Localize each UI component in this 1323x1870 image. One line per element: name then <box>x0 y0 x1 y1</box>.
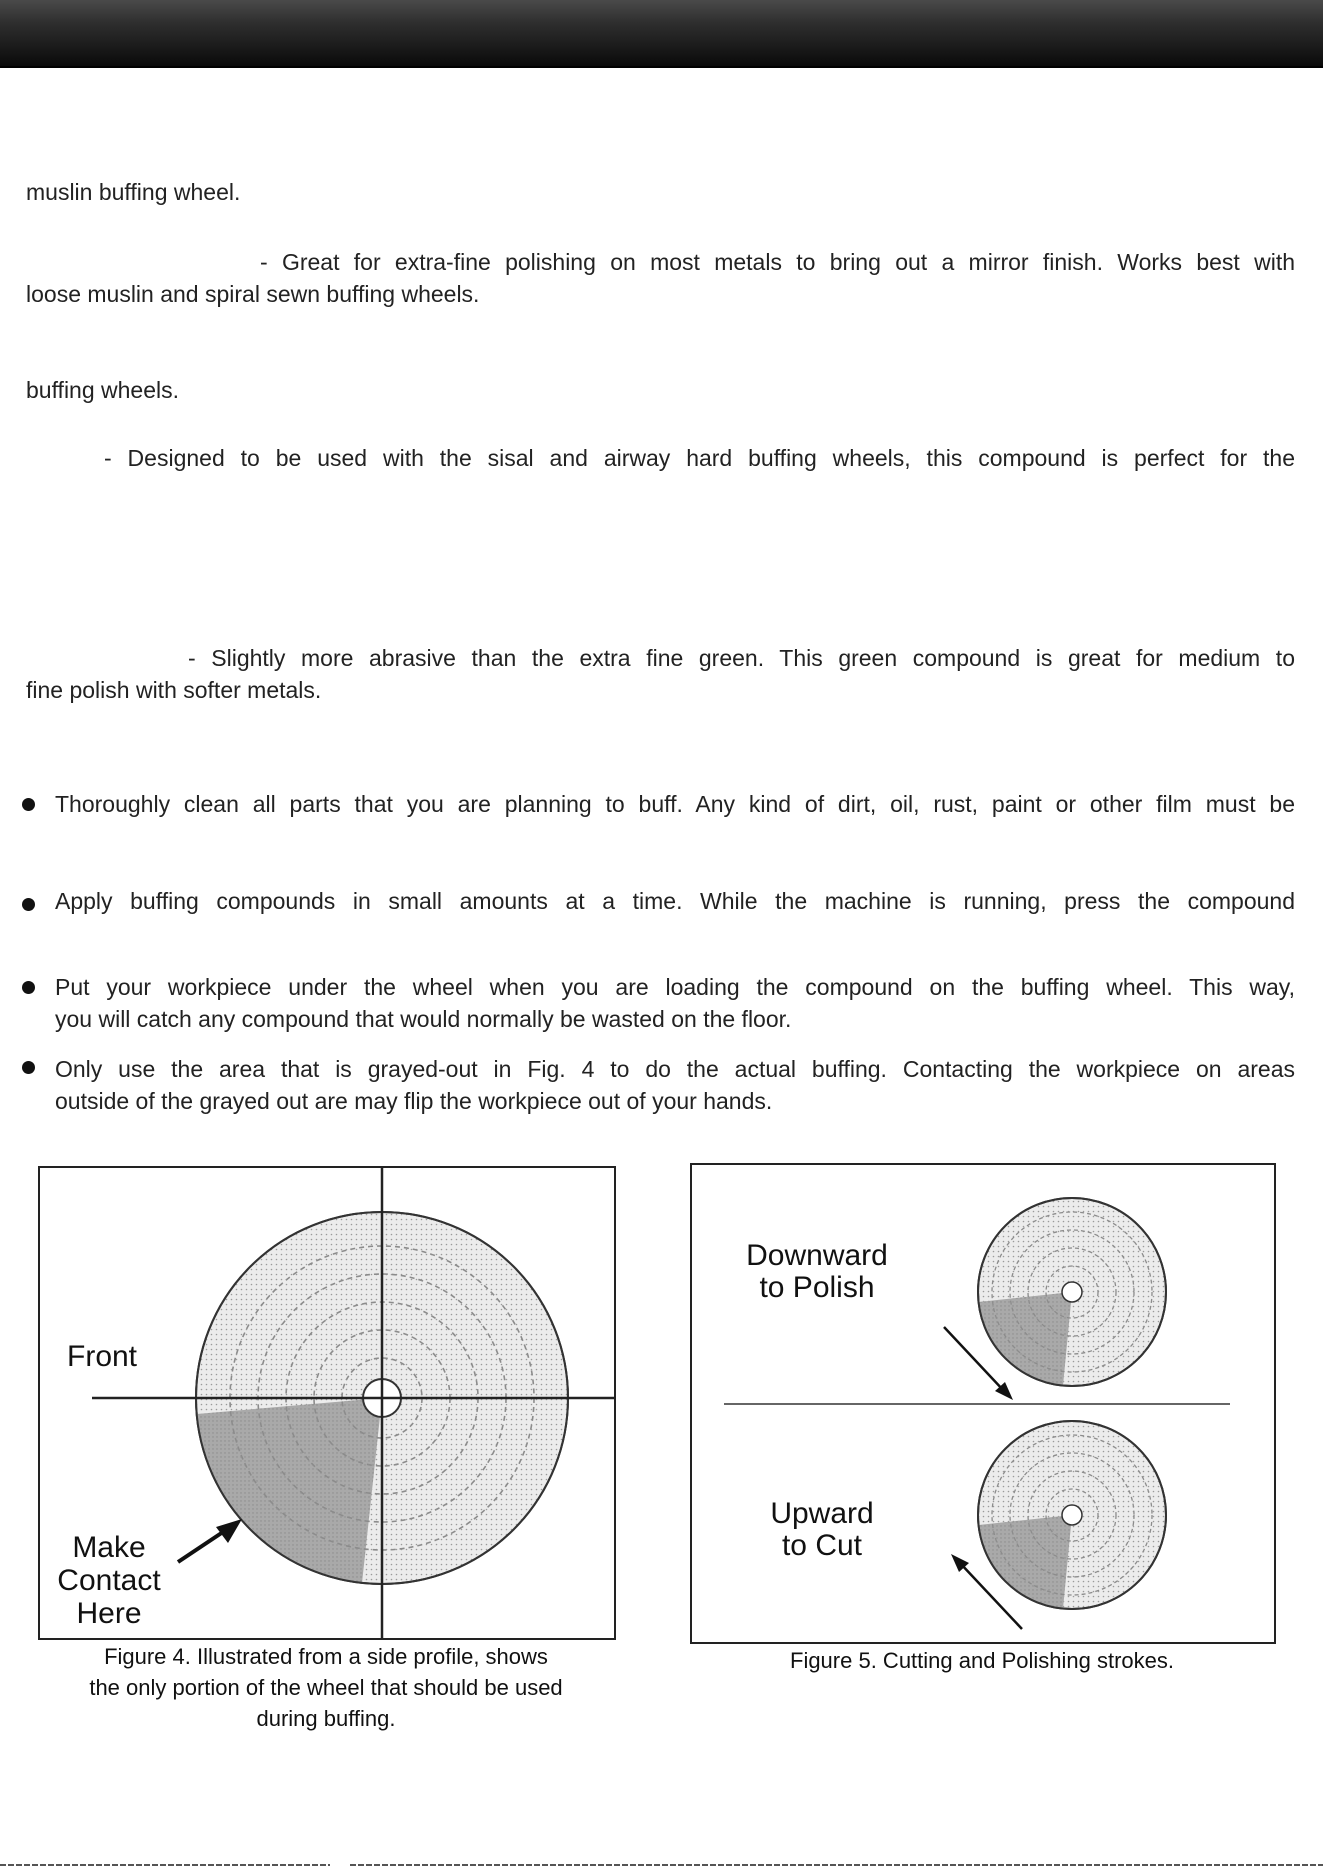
figure-4-caption: Figure 4. Illustrated from a side profile, shows the only portion of the wheel that should be used during buffing. <box>89 1644 563 1731</box>
bullet-text: Apply buffing compounds in small amounts at a time. While the machine is running, press the compound <box>55 888 1295 914</box>
label-make: Make <box>72 1531 146 1564</box>
label-downward: Downward <box>746 1239 888 1272</box>
label-to-cut: to Cut <box>781 1529 863 1562</box>
label-upward: Upward <box>770 1497 874 1530</box>
bullet-text: you will catch any compound that would normally be wasted on the floor. <box>55 1006 792 1032</box>
bullet-text: outside of the grayed out are may flip the workpiece out of your hands. <box>55 1088 773 1114</box>
paragraph-text: - Designed to be used with the sisal and airway hard buffing wheels, this compound is perfect for the <box>104 445 1295 471</box>
polish-wheel <box>978 1198 1166 1386</box>
figure-5-diagram <box>692 1165 1274 1642</box>
bullet-dot <box>22 898 35 911</box>
arrow-icon <box>178 1519 242 1562</box>
label-to-polish: to Polish <box>759 1271 875 1304</box>
polish-contact-area <box>979 1292 1073 1386</box>
figure-5-caption: Figure 5. Cutting and Polishing strokes. <box>790 1648 1174 1673</box>
label-front: Front <box>67 1340 138 1373</box>
paragraph-text: - Slightly more abrasive than the extra fine green. This green compound is great for medium to <box>188 645 1295 671</box>
label-here: Here <box>76 1597 142 1630</box>
paragraph-text: loose muslin and spiral sewn buffing wheels. <box>26 281 480 307</box>
paragraph-text: muslin buffing wheel. <box>26 179 241 205</box>
footer-divider <box>0 1864 330 1866</box>
label-contact: Contact <box>57 1564 161 1597</box>
paragraph-text: buffing wheels. <box>26 377 180 403</box>
paragraph-text: fine polish with softer metals. <box>26 677 322 703</box>
figure-4-diagram <box>40 1168 614 1638</box>
bullet-dot <box>22 981 35 994</box>
figure-5 <box>690 1163 1276 1644</box>
bullet-text: Only use the area that is grayed-out in Fig. 4 to do the actual buffing. Contacting the workpiece on areas <box>55 1056 1295 1082</box>
cut-contact-area <box>979 1515 1073 1609</box>
bullet-dot <box>22 798 35 811</box>
figure-4 <box>38 1166 616 1640</box>
paragraph-text: - Great for extra-fine polishing on most metals to bring out a mirror finish. Works best with <box>260 249 1295 275</box>
bullet-text: Thoroughly clean all parts that you are planning to buff. Any kind of dirt, oil, rust, paint or other film must be <box>55 791 1295 817</box>
bullet-text: Put your workpiece under the wheel when you are loading the compound on the buffing wheel. This way, <box>55 974 1295 1000</box>
bullet-dot <box>22 1061 35 1074</box>
header-bar <box>0 0 1323 68</box>
cut-wheel <box>978 1421 1166 1609</box>
footer-divider <box>350 1864 1323 1866</box>
